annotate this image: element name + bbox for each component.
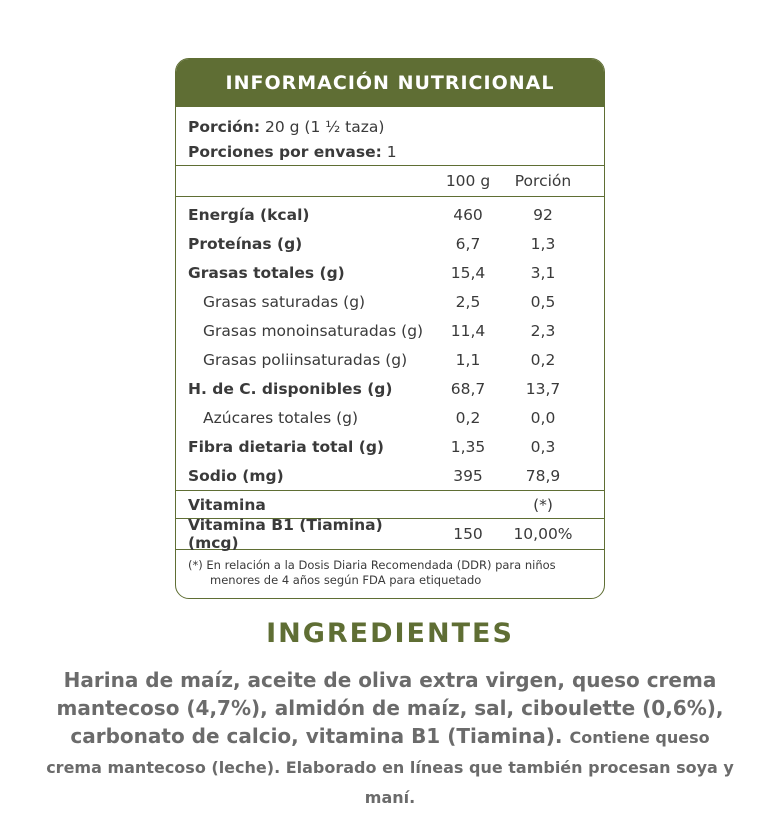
vitamin-label: Vitamina B1 (Tiamina) (mcg) bbox=[188, 516, 383, 552]
vitamin-header-mark: (*) bbox=[533, 495, 553, 514]
nutrient-portion: 1,3 bbox=[530, 234, 556, 253]
col-header-100g: 100 g bbox=[445, 172, 491, 190]
nutrient-portion: 0,5 bbox=[530, 292, 556, 311]
nutrient-portion: 2,3 bbox=[530, 321, 556, 340]
nutrient-row bbox=[176, 345, 604, 374]
footnote bbox=[176, 550, 604, 588]
ingredients-title: INGREDIENTES bbox=[266, 618, 514, 649]
nutrient-portion: 0,0 bbox=[530, 408, 556, 427]
vitamin-header-label: Vitamina bbox=[188, 495, 266, 514]
nutrient-portion: 92 bbox=[533, 205, 553, 224]
nutrient-label: Fibra dietaria total (g) bbox=[188, 437, 384, 456]
nutrient-label: Energía (kcal) bbox=[188, 205, 310, 224]
portion-line bbox=[188, 115, 592, 140]
footnote-line-2: menores de 4 años según FDA para etiquetado bbox=[210, 573, 482, 587]
nutrient-per100: 68,7 bbox=[450, 379, 486, 398]
vitamin-header-row bbox=[176, 491, 604, 519]
servings-value: 1 bbox=[386, 143, 397, 161]
nutrient-label: Grasas monoinsaturadas (g) bbox=[203, 321, 424, 340]
nutrient-row bbox=[176, 316, 604, 345]
vitamin-per100: 150 bbox=[453, 525, 483, 543]
nutrient-portion: 78,9 bbox=[525, 466, 561, 485]
nutrient-per100: 460 bbox=[453, 205, 483, 224]
nutrient-label: Azúcares totales (g) bbox=[203, 408, 359, 427]
nutrient-label: Sodio (mg) bbox=[188, 466, 284, 485]
servings-label: Porciones por envase: bbox=[188, 143, 382, 161]
col-header-portion: Porción bbox=[514, 172, 572, 190]
nutrient-row bbox=[176, 432, 604, 461]
nutrient-per100: 1,35 bbox=[450, 437, 486, 456]
nutrition-facts-panel bbox=[175, 58, 605, 599]
column-headers bbox=[176, 166, 604, 197]
nutrient-label: Grasas saturadas (g) bbox=[203, 292, 366, 311]
portion-value: 20 g (1 ½ taza) bbox=[264, 118, 385, 136]
nutrient-row bbox=[176, 229, 604, 258]
nutrient-rows bbox=[176, 197, 604, 491]
serving-info bbox=[176, 107, 604, 166]
nutrient-portion: 13,7 bbox=[525, 379, 561, 398]
nutrient-portion: 3,1 bbox=[530, 263, 556, 282]
nutrient-row bbox=[176, 403, 604, 432]
nutrient-per100: 6,7 bbox=[455, 234, 481, 253]
nutrient-row bbox=[176, 200, 604, 229]
nutrient-per100: 1,1 bbox=[455, 350, 481, 369]
nutrient-row bbox=[176, 461, 604, 490]
nutrient-label: H. de C. disponibles (g) bbox=[188, 379, 393, 398]
nutrient-per100: 0,2 bbox=[455, 408, 481, 427]
nutrient-label: Grasas poliinsaturadas (g) bbox=[203, 350, 408, 369]
nutrient-row bbox=[176, 287, 604, 316]
portion-label: Porción: bbox=[188, 118, 261, 136]
nutrient-portion: 0,3 bbox=[530, 437, 556, 456]
nutrient-per100: 395 bbox=[453, 466, 483, 485]
nutrient-per100: 11,4 bbox=[450, 321, 486, 340]
nutrient-row bbox=[176, 374, 604, 403]
footnote-line-1: (*) En relación a la Dosis Diaria Recomendada (DDR) para niños bbox=[188, 558, 556, 572]
nutrient-per100: 2,5 bbox=[455, 292, 481, 311]
nutrient-portion: 0,2 bbox=[530, 350, 556, 369]
nutrient-per100: 15,4 bbox=[450, 263, 486, 282]
ingredients-text bbox=[40, 666, 740, 812]
vitamin-portion: 10,00% bbox=[513, 525, 573, 543]
nutrient-row bbox=[176, 258, 604, 287]
ingredients-note: Contiene queso crema mantecoso (leche). Elaborado en líneas que también procesan soya y maní. bbox=[46, 728, 734, 807]
nutrient-label: Proteínas (g) bbox=[188, 234, 303, 253]
servings-line bbox=[188, 140, 592, 165]
nutrition-title: INFORMACIÓN NUTRICIONAL bbox=[176, 59, 604, 107]
vitamin-row bbox=[176, 516, 604, 552]
ingredients-main: Harina de maíz, aceite de oliva extra virgen, queso crema mantecoso (4,7%), almidón de maíz, sal, ciboulette (0,6%), carbonato de calcio, vitamina B1 (Tiamina). bbox=[56, 668, 724, 748]
nutrient-label: Grasas totales (g) bbox=[188, 263, 345, 282]
